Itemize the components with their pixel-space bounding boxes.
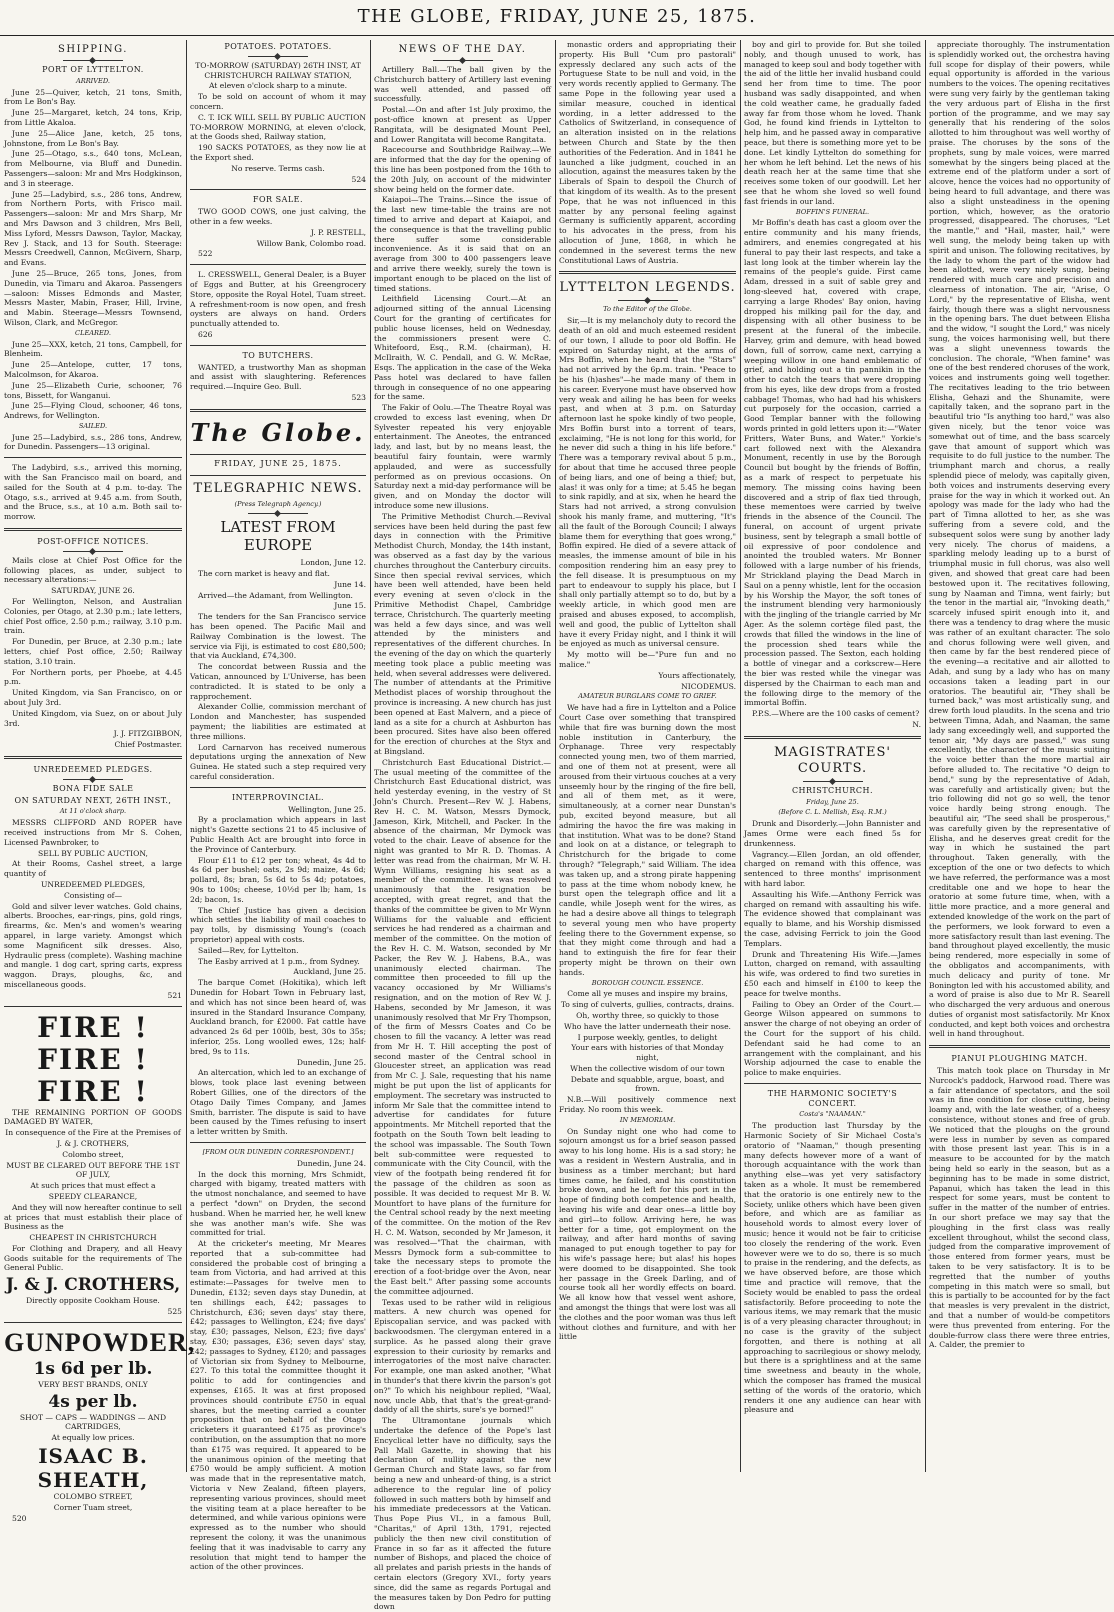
magistrates-heading: MAGISTRATES' COURTS. [774, 744, 891, 776]
ornament-divider [248, 513, 308, 514]
ornament-divider [433, 60, 493, 61]
verse-line: Oh, worthy three, so quickly to those [576, 1010, 719, 1020]
letter-salutation: To the Editor of the Globe. [603, 305, 692, 314]
masthead [0, 0, 1114, 36]
news-item: Artillery Ball.—The ball given by the Christchurch battery of Artillery last evening was well attended, and passed off successfully. [374, 65, 551, 104]
nota-bene: N.B.—Will positively commence next Friday. No room this week. [559, 1095, 736, 1115]
news-text: Sailed—Rev, for Lyttelton. [198, 945, 299, 955]
dateline: Dunedin, June 25. [296, 1057, 366, 1067]
column-rule [740, 40, 741, 1472]
column-4 [559, 40, 736, 1472]
ad-number: 521 [167, 990, 182, 1000]
court-before: (Before C. L. Mellish, Esq. R.M.) [778, 808, 887, 817]
arrival-entry: June 25—Alice Jane, ketch, 25 tons, Johnstone, from Le Bon's Bay. [4, 128, 182, 148]
harmonic-text: The production last Thursday by the Harmonic Society of Sir Michael Costa's oratorio of "Naaman," though presenting many defects however more of a want of thorough acquaintance with the work than anything else—was yet very satisfactory taken as a whole. It must be remembered that the oratorio is one entirely new to the Society, unlike others which have been given before, and which are as familiar as household words to almost every lover of music; hence it would not be fair to criticise too closely the rendering of the work. Even however were we to do so, there is so much to praise in the rendering, and the defects, as we have observed before, are those which time and practice will remove, that the Society would be enabled to pass the ordeal satisfactorily. Before proceeding to note the various items, we may remark that the music is of a very pleasing character throughout; in no case is the gravity of the subject forgotten, and there is nothing at all approaching to sacrilegious or showy melody, but there is a sprightliness and at the same time sweetness and beauty in the whole, which the composer has framed the musical setting of the words of the oratorio, which renders it one any audience can hear with pleasure and [744, 1121, 921, 1415]
court-case: Failing to Obey an Order of the Court.—George Wilson appeared on summons to answer the charge of not obeying an order of the Court for the support of his child. Defendant said he had come to an arrangement with the complainant, and his Worship adjourned the case to enable the police to make enquiries. [744, 999, 921, 1078]
news-item: The Fakir of Oolu.—The Theatre Royal was crowded to excess last evening, when Dr Sylvester repeated his very enjoyable entertainment. The Aneotes, the entranced lady, and last, but by no means least, the beautiful fairy fountain, were warmly applauded, and were as successfully performed as on previous occasions. On Saturday next a mid-day performance will be given, and on Monday the doctor will introduce some new illusions. [374, 403, 551, 511]
memoriam-text: On Sunday night one who had come to sojourn amongst us for a brief season passed away to his long home. His is a sad story; he was a resident in Western Australia, and in business as a timber merchant; but hard times came, he failed, and his constitution broke down, and he left for this port in the hope of finding both competence and health, leaving his wife and dear ones—a little boy and girl—to follow. Arriving here, he was better for a time, got employment on the railway, and after hard months of saving managed to put enough together to pay for his wife's passage here; but alas! his hopes were doomed to be disappointed. She took her passage in the Greek Darling, and of course took all her wordly effects on board. We all know how that vessel went ashore, and amongst the things that were lost was all the clothes and the poor woman was thus left without clothes and furniture, and with her little [559, 1126, 736, 1342]
borough-heading: BOROUGH COUNCIL ESSENCE. [591, 978, 704, 987]
dateline: June 14. [334, 579, 366, 589]
potatoes-text: C. T. ICK WILL SELL BY PUBLIC AUCTION TO-MORROW MORNING, at eleven o'clock, at the Goods shed, Railway station, [190, 112, 366, 142]
dateline: London, June 12. [300, 558, 366, 568]
news-item: Christchurch East Educational District.—The usual meeting of the committee of the Christchurch East Educational district, was held yesterday evening, in the vestry of St John's Church. Present—Rev W. J. Habens, Rev H. C. M. Watson, Messrs Dymock, Jameson, Kirk, Mitchell, and Packer. In the absence of the chairman, Mr Dymock was voted to the chair. Leave of absence for the night was granted to Mr R. D. Thomas. A letter was read from the chairman, Mr W. H. Wynn Williams, resigning his seat as a member of the committee. It was resolved unanimously that the resignation be accepted, with great regret, and that the thanks of the committee be given to Mr Wynn Williams for the valuable and efficient services he had rendered as a chairman and member of the committee. On the motion of the Rev H. C. M. Watson, seconded by Mr Packer, the Rev W. J. Habens, B.A., was unanimously elected chairman. The committee then proceeded to fill up the vacancy occasioned by Mr Williams's resignation, and on the motion of Rev W. J. Habens, seconded by Mr Jameson, it was unanimously resolved that Mr Fry Thompson, of the firm of Messrs Coates and Co be chosen to fill the vacancy. A letter was read from Mr H. T. Hill accepting the post of second master of the Central school in Gloucester street, an application was read from Mr C. J. Sale, requesting that his name might be put upon the list of applicants for employment. The secretary was instructed to inform Mr Sale that the committee intend to advertise for candidates for future appointments. Mr Mitchell reported that the footpath on the South Town belt leading to the school was impassable. The South Town belt sub-committee were requested to communicate with the City Council, with the view of the footpath being rendered fit for the passage of the children as soon as possible. It was decided to request Mr B. W. Mountfort to have plans of the furniture for the Central school ready by the next meeting of the committee. On the motion of the Rev H. C. M. Watson, seconded by Mr Jameson, it was resolved—"That the chairman, with Messrs Dymock form a sub-committee to take the necessary steps to promote the erection of a foot-bridge over the Avon, near the East belt." After passing some accounts the committee adjourned. [374, 757, 551, 1296]
verse-line: Come all ye muses and inspire my brains, [567, 989, 728, 999]
burglars-heading: AMATEUR BURGLARS COME TO GRIEF. [578, 692, 717, 701]
news-item: The Primitive Methodist Church.—Revival services have been held during the past few days in connection with the Primitive Methodist Church, Monday, the 14th instant, was observed as a fast day by the various churches throughout the Canterbury circuits. Since then special revival services, which have been well attended, have been held every evening at seven o'clock in the Primitive Methodist Chapel, Cambridge terrace, Christchurch. The quarterly meeting was held a few days since, and was well attended by the ministers and representatives of the different churches. In the evening of the day on which the quarterly meeting took place a public meeting was held, when several addresses were delivered. The number of attendants at the Primitive Methodist places of worship throughout the province is increasing. A new church has just been opened at East Malvern, and a piece of land as a site for a church at Ashburton has been procured. Sites have also been offered for the erection of churches at the Styx and at Bingsland. [374, 511, 551, 756]
for-sale-heading: FOR SALE. [252, 195, 304, 205]
column-6 [929, 40, 1110, 1472]
cresswell-ad: L. CRESSWELL, General Dealer, is a Buyer of Eggs and Butter, at his Greengrocery Store, opposite the Royal Hotel, Tuam street. A refreshment-room is now open, and fresh oysters are always on hand. Orders punctually attended to. [190, 270, 366, 329]
funeral-text: Mr Boffin's death has cast a gloom over the entire community and his many friends, admirers, and enemies congregated at his funeral to pay their last respects, and take a last long look at the timber wherein lay the remains of the people's guide. First came Adam, dressed in a suit of sable grey and long-sleeved hat, covered with crape, carrying a large Rhodes' Bay onion, having dropped his milking pail for the day, and dispensing with all other business to be present at the funeral of the imbecile. Harvey, grim and demure, with head bowed down, full of sorrow, came next, carrying a weeping willow in one hand emblematic of grief, and holding out a tin pannikin in the other to catch the tears that were dropping from his eyes, like dew drops from a frosted cabbage! Thomas, who had had his whiskers cut purposely for the occasion, carried a Good Templar banner with the following words printed in gold letters upon it:—"Water Fritters, Water Buns, and Water." Yorkie's cart followed next with the Alexandra Monument, recently in use by the Borough Council but bought by the friends of Boffin, as a mark of respect to perpetuate his memory. The missing coins having been discovered and a strip of flax tied through, these mementoes were carried by twelve friends in the absence of the Council. The funeral, on account of urgent private business, sent by telegraph a small bottle of oil expressive of poor condolence and anointed the troubled waters. Mr Bonner followed with a large number of his friends, Mr Strickland playing the Dead March in Saul on a penny whistle, lent for the occasion by his Worship the Mayor, the soft tones of the instrument blending very harmoniously with the jingling of the triangle carried by Mr Ager. As the solemn cortège filed past, the crowds that filled the windows in the line of the procession shed tears while the procession passed. The Sexton, each holding a bottle of vinegar and a corkscrew—Here the bier was rested while the vinegar was dispersed by the Chairman to each man and the following dirge to the memory of the immortal Boffin. [744, 218, 921, 708]
harmonic-heading: THE HARMONIC SOCIETY'S CONCERT. [767, 1088, 898, 1108]
gunpowder-shot: SHOT — CAPS — WADDINGS — AND CARTRIDGES, [19, 1412, 167, 1432]
post-office-text: United Kingdom, via San Francisco, on or about July 3rd. [4, 688, 182, 708]
post-office-heading: POST-OFFICE NOTICES. [37, 537, 149, 547]
post-office-text: Mails close at Chief Post Office for the following places, as under, subject to necessary alterations:— [4, 555, 182, 585]
funeral-postscript: P.P.S.—Where are the 100 casks of cement? [752, 709, 920, 719]
fire-speedy: SPEEDY CLEARANCE, [48, 1191, 138, 1201]
butchers-text: WANTED, a trustworthy Man as shopman and assist with slaughtering. References required.—Inquire Geo. Bull. [190, 362, 366, 392]
news-text: The corn market is heavy and flat. [198, 569, 330, 579]
letter-text: Sir,—It is my melancholy duty to record the death of an old and much esteemed resident of our town, I allude to poor old Boffin. He expired on Saturday night, at the arms of Mrs Boffin, when he heard that the "Stars" had not arrived by the 6p.m. train. "Peace to be his (h)ashes"—he made many of them in his career. Everyone must have observed how very weak and ailing he has been for weeks past, and when at 3 p.m. on Saturday afternoon last he spoke kindly of two people, Mrs Boffin burst into a torrent of tears, exclaiming, "He is not long for this world, for he never did such a thing in his life before." There was a temporary revival about 5 p.m., for about that time he accused three people of being liars, and one of being a thief; but, alas! it was only for a time; at 5.45 he began to sink rapidly, and at six, when he heard the Stars had not arrived, a strong convulsion shook his manly frame, and muttering, "It's all the fault of the Borough Council; I always blame them for everything that goes wrong," Boffin expired. He died of a severe attack of measles, the immense amount of bile in his composition rendering him an easy prey to the fell disease. It is presumptuous on my part to endeavour to supply his place, but I shall only partially attempt so to do, but by a weekly article, in which good men are praised and abuses exposed, to accomplish, well and good, the public of Lyttelton shall have it every Friday night, and I think it will be enjoyed as much as universal censure. [559, 316, 736, 649]
divider [4, 457, 182, 458]
arrival-entry: June 25—Margaret, ketch, 24 tons, Krip, from Little Akaloa. [4, 108, 182, 127]
globe-masthead: The Globe. [190, 417, 366, 447]
sailing-entry: June 25—Ladybird, s.s., 286 tons, Andrew, for Dunedin. Passengers—13 original. [4, 432, 182, 452]
harmonic-continued: appreciate thoroughly. The instrumentation is splendidly worked out, the orchestra having full scope for display of their powers, while equal opportunity is afforded in the various numbers to the voices. The opening recitatives were sung very fairly by the gentleman taking the very arduous part of Elisha in the first portion of the programme, and we may say generally that his rendering of the solos allotted to him throughout was well worthy of praise. The choruses by the sons of the prophets, sung by male voices, were marred somewhat by the singers being placed at the extreme end of the platform under a sort of alcove, hence the voices had no opportunity of being heard to full advantage, and there was also a slight unsteadiness in the opening portion, which, however, as the oratorio progressed, disappeared. The choruses, "Let the mantle," and "Hail, master, hail," were well sung, the melody being taken up with spirit and unison. The following recitatives, by the lady to whom the part of the widow had been allotted, were very nicely sung, being rendered with much care and precision and clearness of intonation. The air, "Arise, O Lord," by the representative of Elisha, went fairly, though there was a slight nervousness in the opening bars. The duet between Elisha and the widow, "I sought the Lord," was nicely sung, the voices harmonising well, but there was a slight unevenness towards the conclusion. The chorale, "When famine" was one of the best rendered choruses of the work, voices and instruments going well together. The recitatives leading to the trio between Elisha, Gehazi and the Shunamite, were capitally taken, and the soprano part in the beautiful trio "Is anything too hard," was also given nicely, but the tenor voice was somewhat out of time, and the bass scarcely gave that amount of support which was requisite to do full justice to the number. The triumphant march and chorus, a really splendid piece of melody, was capitally given, both voices and instruments deserving every praise for the way in which it worked out. An apology was made for the lady who had the part of Timna allotted to her, as she was suffering from a severe cold, and the subsequent solos were sung by another lady very nicely. The chorus of maidens, a sparkling melody leading up to a burst of triumphal music in full chorus, was also well given, and showed that great care had been bestowed upon it. The recitatives following, sung by Naaman and Timna, went fairly; but the tenor in the martial air, "Invoking death," scarcely infused spirit enough into it, and there was a tendency to drag where the music was rather of an exultant character. The solo and chorus following were well given, and then came by far the best rendered piece of the evening—a recitative and air allotted to Adah, and sung by a lady who has on many occasions taken a leading part in our oratorios. The beautiful air, "They shall be turned back," was most artistically sung, and drew forth loud plaudits. In the scena and trio between Timna, Adah, and Naaman, the same lady sang exceedingly well, and supported the tenor air, "My days are passed," was sung excellently, the character of the music suiting the voice better than the more martial air before alluded to. The recitative "O deign to bend," sung by the representative of Adah, was carefully and artistically given; but the trio following did not go so well, the tenor voice hardly being strong enough. The beautiful air, "The seed shall be prosperous," was carefully given by the representative of Elisha, and he deserves great credit for the way in which he sustained the part throughout. Taken generally, with the exception of the one or two defects to which we have referred, the performance was a most creditable one and we hope to hear the oratorio at some future time, when, with a little more practice, and a more general and extended knowledge of the work on the part of the performers, we look forward to even a more satisfactory result than last evening. The band throughout played excellently, the music being rendered, more especially in some of the obbligatos and accompaniments, with much delicacy and purity of tone. Mr Bonington led with his accustomed ability, and a word of praise is also due to Mr R. Searell who discharged the very arduous and onerous duties of organist most satisfactorily. Mr Knox conducted, and kept both voices and orchestra well in hand throughout. [929, 40, 1110, 1039]
fire-text: THE REMAINING PORTION OF GOODS DAMAGED BY WATER, [4, 1107, 182, 1127]
dateline: June 15. [334, 601, 366, 611]
ad-number: 523 [351, 392, 366, 402]
news-text: Arrived—the Adamant, from Wellington. [198, 590, 353, 600]
divider [190, 1142, 366, 1143]
sale-time: At 11 o'clock sharp. [59, 807, 127, 816]
pledges-consisting: Consisting of— [63, 890, 123, 900]
ad-number: 520 [12, 1513, 27, 1523]
news-text: The concordat between Russia and the Vatican, announced by L'Universe, has been contradicted. It is stated to be only a rapprochement. [190, 662, 366, 701]
pledges-auction: SELL BY PUBLIC AUCTION, [38, 848, 148, 858]
column-5 [744, 40, 921, 1472]
news-item-continued: monastic orders and appropriating their property. His Bull "Cum pro pastorali" expressly declared any such acts of the Portuguese State to be null and void, in the very words recently applied to Germany. The same Pope in the following year used a similar measure, couched in identical wording, in a letter addressed to the Catholics of Switzerland, in consequence of an alteration insisted on in the relations between Church and State by the then authorities of the Federation. And in 1841 he launched a like judgment, couched in an allocution, against the measures taken by the Liberals of Spain to despoil the Church of that kingdom of its wealth. As to the present Pope, that he was not influenced in this matter by any personal feeling against Germany is sufficiently apparent, according to his advocates in the press, from his allocution of June, 1868, in which he condemned in the severest terms the new Constitutional Laws of Austria. [559, 40, 736, 265]
divider [190, 189, 366, 190]
ornament-divider [803, 781, 863, 782]
news-item: Texas used to be rather wild in religious matters. A new church was opened for Episcopalian service, and was packed with backwoodsmen. The clergyman entered in a surplice. As he passed along their grave expression to their curiosity by remarks and interrogatories of the most naïve character. For example, one man asked another, "What in thunder's that there kivrin the parson's got on?" To which his neighbour replied, "Waal, now, uncle Abb, that that's the great-grand-daddy of all the shirts, sure's ye borned!" [374, 1297, 551, 1415]
fire-prices: At such prices that must effect a [30, 1181, 156, 1191]
ploughing-text: This match took place on Thursday in Mr Nurcock's paddock, Harwood road. There was a fair attendance of spectators, and the soil was in fine condition for close cutting, being loamy and, with the late weather, of a cheesy consistence, without stones and free of grub. We noticed that the ploughs on the ground were less in number by seven as compared with those present last year. This is in a measure to be accounted for by the match being held so early in the season, but as a beginning has to be made in some district, Papanui, which has taken the lead in this respect for some years, must be content to suffer in the matter of the number of entries. In our short preface we may say that the ploughing in the first class was really excellent throughout, whilst the second class, judged from the comparative improvement of those entered from former years, must be taken to be very satisfactory. It is to be regretted that the number of youths competing in this match were so small, but this is partially to be accounted for by the fact that measles is very prevalent in the district, and that a number of would-be competitors were thus prevented from entering. For the double-furrow class there were three entries, A. Calder, the premier to [929, 1066, 1110, 1350]
potatoes-reserve: No reserve. Terms cash. [231, 163, 325, 173]
ad-number: 524 [351, 174, 366, 184]
column-rule [370, 40, 371, 1472]
divider [190, 475, 366, 476]
newspaper-title: THE GLOBE, FRIDAY, JUNE 25, 1875. [357, 6, 757, 27]
post-office-text: United Kingdom, via Suez, on or about July 3rd. [4, 708, 182, 728]
shipping-heading: SHIPPING. [58, 44, 128, 55]
harmonic-subheading: Costa's "NAAMAN." [799, 1110, 866, 1119]
telegraph-agency: (Press Telegraph Agency.) [234, 499, 322, 508]
news-of-day-heading: NEWS OF THE DAY. [398, 44, 527, 55]
news-text: By a proclamation which appears in last night's Gazette sections 21 to 45 inclusive of Public Health Act are brought into force in the Province of Canterbury. [190, 815, 366, 854]
letter-signoff: Yours affectionately, [658, 670, 736, 680]
news-item: Kaiapoi—The Trains.—Since the issue of the last new time-table the trains are not timed to arrive and depart at Kaiapoi, and the consequence is that the travelling public there suffer some considerable inconvenience. As it is said that on an average from 300 to 400 passengers leave and arrive there weekly, surely the town is important enough to be placed on the list of timed stations. [374, 195, 551, 293]
sheath-name: ISAAC B. SHEATH, [37, 1444, 149, 1493]
fire-street: Colombo street, [62, 1149, 124, 1159]
memoriam-continued: boy and girl to provide for. But she toiled nobly, and though unused to work, has managed to keep soul and body together with the aid of the little her invalid husband could send her from time to time. The poor husband was sadly disappointed, and when the cold weather came, he gradually faded away far from those whom he loved. Thank God, he found kind friends in Lyttelton to help him, and he passed away in comparative peace, but there is something more yet to be done. Let kindly Lyttelton do something for her whom he left behind. Let the news of his death reach her at the same time that she receives some token of our goodwill. Let her see that he whom she loved so well found fast friends in our land. [744, 40, 921, 206]
news-text: At the cricketer's meeting, Mr Meares reported that a sub-committee had considered the probable cost of bringing a team from Victoria, and had arrived at this estimate:—Passages for twelve men to Dunedin, £132; seven days stay Dunedin, at ten shillings each, £42; passages to Christchurch, £36; seven days' stay there, £42; passages to Wellington, £24; five days' stay, £30; passages, Nelson, £23; five days' stay, £30; passages, £36; seven days' stay, £42; passages to Sydney, £120; and passages of Victorian six from Sydney to Melbourne, £27. To this total the committee thought it politic to add for contingencies and expenses, £165. It was at first proposed provinces should contribute £750 in equal shares, but the meeting carried a counter proposition that on behalf of the Otago cricketers it guaranteed £175 as province's contribution, on the assumption that no more than £175 was required. It appeared to be the unanimous opinion of the meeting that £750 would be amply sufficient. A motion was made that in the representative match, Victoria v New Zealand, fifteen players, representing various provinces, should meet the visiting team at a place hereafter to be determined, and while various opinions were expressed as to the number who should represent the colony, it was the unanimous feeling that it was inadvisable to carry any resolution that might tend to hamper the action of the other provinces. [190, 1239, 366, 1572]
ad-number: 525 [167, 1307, 182, 1317]
post-office-text: For Wellington, Nelson, and Australian Colonies, per Otago, at 2.30 p.m.; late letters, chief Post office, 2.50 p.m.; railway, 3.10 p.m. train. [4, 597, 182, 636]
gunpowder-price-2: 4s per lb. [48, 1391, 138, 1412]
dateline: Dunedin, June 24. [296, 1158, 366, 1168]
ploughing-heading: PIANUI PLOUGHING MATCH. [951, 1054, 1088, 1064]
ornament-divider [63, 779, 123, 780]
pledges-rooms: At their Rooms, Cashel street, a large quantity of [4, 859, 182, 879]
gunpowder-headline: GUNPOWDER, [4, 1327, 196, 1357]
pledges-text: MESSRS CLIFFORD AND ROPER have received instructions from Mr S. Cohen, Licensed Pawnbroker, to [4, 818, 182, 847]
news-item: The Ultramontane journals which undertake the defence of the Pope's last Encyclical letter have no difficulty, says the Pall Mall Gazette, in showing that his declaration of nullity against the new German Church and State laws, so far from being a new and unheard-of thing, is a strict adherence to the regular line of policy followed in such matters both by himself and his immediate predecessors at the Vatican. Thus Pope Pius VI., in a famous Bull, "Charitas," of April 13th, 1791, rejected publicly the then new civil constitution of France in so far as it affected the future number of Bishops, and placed the choice of all prelates and parish priests in the hands of certain electors (Gregory XVI., forty years since, did the same as regards Portugal and the measures taken by Don Pedro for putting down [374, 1416, 551, 1612]
post-office-date: SATURDAY, JUNE 26. [51, 586, 135, 596]
gunpowder-low: At equally low prices. [51, 1433, 135, 1443]
pledges-items: Gold and silver lever watches. Gold chains, alberts. Brooches, ear-rings, pins, gold rings, firearms, &c. Men's and women's wearing apparel, in large variety. Amongst which some Magnificent silk dresses. Also, Hydraulic press (complete). Washing machine and mangle. 1 dog cart, spring carts, express waggon. Drays, ploughs, &c, and miscellaneous goods. [4, 901, 182, 989]
sale-date: ON SATURDAY NEXT, 26TH INST., [14, 795, 172, 805]
news-text: An altercation, which led to an exchange of blows, took place last evening between Robert Gillies, one of the directors of the Otago Daily Times Company, and James Smith, barrister. The dispute is said to have been caused by the Times refusing to insert a letter written by Smith. [190, 1068, 366, 1137]
arrival-entry: June 25—Quiver, ketch, 21 tons, Smith, from Le Bon's Bay. [4, 87, 182, 107]
latest-from-europe: LATEST FROM EUROPE [220, 518, 336, 555]
arrived-label: ARRIVED. [75, 76, 111, 85]
sailed-label: SAILED. [78, 421, 108, 430]
ornament-divider [63, 551, 123, 552]
port-heading: PORT OF LYTTELTON. [42, 65, 144, 74]
shipping-note: The Ladybird, s.s., arrived this morning, with the San Francisco mail on board, and sailed for the South at 4 p.m. to-day. The Otago, s.s., arrived at 9.45 a.m. from South, and the Bruce, s.s., at 10 a.m. Both sail to-morrow. [4, 463, 182, 522]
clearance-entry: June 25—Elizabeth Curie, schooner, 76 tons, Bissett, for Wanganui. [4, 380, 182, 400]
fire-headline: FIRE ! FIRE ! [37, 1010, 149, 1076]
court-place: CHRISTCHURCH. [791, 785, 874, 795]
memoriam-heading: IN MEMORIAM. [619, 1115, 676, 1124]
gunpowder-brands: VERY BEST BRANDS, ONLY [38, 1379, 148, 1389]
divider [4, 756, 182, 759]
post-office-text: For Northern ports, per Phoebe, at 4.45 p.m. [4, 667, 182, 687]
divider [190, 264, 366, 265]
for-sale-address: Willow Bank, Colombo road. [256, 238, 366, 248]
verse-line: Debate and squabble, argue, boast, and frown. [570, 1074, 725, 1094]
clearance-entry: June 25—XXX, ketch, 21 tons, Campbell, for Blenheim. [4, 339, 182, 359]
fire-text: And they will now hereafter continue to sell at prices that must establish their place of Business as the [4, 1202, 182, 1232]
arrival-entry: June 25—Ladybird, s.s., 286 tons, Andrew, from Northern Ports, with Frisco mail. Passengers—saloon: Mr and Mrs Sharp, Mr and Mrs Dawson and 3 children, Mrs Bell, Miss Lyford, Messrs Dawson, Taylor, Mackay, Rev J. Stack, and 13 for South. Steerage: Messrs Creedwell, Cannon, McGivern, Sharp, and Evans. [4, 189, 182, 268]
news-text: Flour £11 to £12 per ton; wheat, 4s 4d to 4s 6d per bushel; oats, 2s 9d; maize, 4s 6d; pollard, 8s; bran, 5s 6d to 5s 4d; potatoes, 90s to 100s; cheese, 10½d per lb; ham, 1s 2d; bacon, 1s. [190, 855, 366, 904]
column-3 [374, 40, 551, 1612]
fire-text: For Clothing and Drapery, and all Heavy Goods suitable for the requirements of The General Public. [4, 1243, 182, 1273]
potatoes-sold: To be sold on account of whom it may concern. [190, 92, 366, 111]
crothers-address: Directly opposite Cookham House. [26, 1296, 160, 1306]
arrival-entry: June 25—Otago, s.s., 640 tons, McLean, from Melbourne, via Bluff and Dunedin. Passengers—saloon: Mr and Mrs Hodgkinson, and 3 in steerage. [4, 149, 182, 188]
ornament-divider [63, 60, 123, 61]
news-text: Alexander Collie, commission merchant of London and Manchester, has suspended payment; the liabilities are estimated at three millions. [190, 702, 366, 741]
fire-firm: J. & J. CROTHERS, [57, 1138, 129, 1148]
legends-heading: LYTTELTON LEGENDS. [559, 280, 736, 296]
news-text: Lord Carnarvon has received numerous deputations urging the annexation of New Guinea. He stated such a step required very careful consideration. [190, 742, 366, 782]
divider [559, 271, 736, 274]
pledges-unredeemed: UNREDEEMED PLEDGES, [40, 879, 146, 889]
butchers-heading: TO BUTCHERS. [242, 350, 314, 360]
letter-signature: NICODEMUS. [681, 681, 736, 691]
potatoes-heading: POTATOES. POTATOES. [224, 42, 332, 51]
ad-number: 522 [198, 249, 213, 259]
news-item: Leithfield Licensing Court.—At an adjourned sitting of the annual Licensing Court for the granting of certificates for public house licenses, held on Wednesday, the commissioners present were C. Whitefoord, Esq., R.M. (chairman), H. McIlraith, W. C. Pendall, and G. W. McRae, Esqs. The application in the case of the Weka Pass hotel was declared to have fallen through in consequence of no one appearing for the same. [374, 294, 551, 402]
arrival-entry: June 25—Bruce, 265 tons, Jones, from Dunedin, via Timaru and Akaroa. Passengers—saloon: Misses Edmonds and Master, Messrs Master, Mabin, Fraser, Hill, Irvine, and Mabin. Steerage—Messrs Townsend, Wilson, Clark, and McGregor. [4, 268, 182, 327]
court-case: Drunk and Threatening His Wife.—James Lutton, charged on remand, with assaulting his wife, was ordered to find two sureties in £50 each and himself in £100 to keep the peace for twelve months. [744, 949, 921, 998]
verse-line: Who have the latter underneath their nose. [564, 1021, 731, 1031]
dateline: Wellington, June 25. [288, 804, 366, 814]
postmaster-signature: J. J. FITZGIBBON, [113, 729, 182, 739]
column-1 [4, 40, 196, 1523]
divider [929, 1045, 1110, 1048]
potatoes-date: TO-MORROW (SATURDAY) 26TH INST, AT CHRISTCHURCH RAILWAY STATION, [195, 60, 361, 80]
verse-line: To sing of culverts, gullies, contracts, drains. [560, 1000, 735, 1010]
verse-line: I purpose weekly, gentles, to delight [577, 1032, 718, 1042]
for-sale-text: TWO GOOD COWS, one just calving, the other in a few weeks. [190, 207, 366, 226]
potatoes-time: At eleven o'clock sharp to a minute. [208, 81, 348, 91]
crothers-name: J. & J. CROTHERS, [5, 1275, 181, 1296]
news-text: The Easby arrived at 1 p.m., from Sydney. [198, 956, 360, 966]
column-rule [186, 40, 187, 1472]
divider [4, 1322, 182, 1323]
verse-line: When the collective wisdom of our town [570, 1063, 725, 1073]
court-date: Friday, June 25. [806, 797, 859, 806]
divider [190, 787, 366, 788]
gunpowder-price: 1s 6d per lb. [33, 1358, 153, 1379]
court-case: Drunk and Disorderly.—John Bannister and James Orme were each fined 5s for drunkenness. [744, 819, 921, 848]
column-2 [190, 40, 366, 1572]
pledges-heading: UNREDEEMED PLEDGES. [33, 765, 153, 774]
bona-fide-heading: BONA FIDE SALE [52, 783, 134, 793]
fire-clear: MUST BE CLEARED OUT BEFORE THE 1ST OF JULY, [6, 1160, 180, 1180]
for-sale-signature: J. P. RESTELL, [310, 227, 366, 237]
interprovincial-heading: INTERPROVINCIAL. [231, 792, 325, 802]
fire-headline: FIRE ! [37, 1074, 149, 1108]
telegraphic-heading: TELEGRAPHIC NEWS. [193, 480, 363, 496]
divider [744, 736, 921, 739]
clearance-entry: June 25—Flying Cloud, schooner, 46 tons, Andrews, for Wellington. [4, 401, 182, 421]
news-text: The Chief Justice has given a decision which settles the liability of mail coaches to pay tolls, by dismissing Young's (coach proprietor) appeal with costs. [190, 905, 366, 944]
column-rule [555, 40, 556, 1472]
verse-line: Your ears with histories of that Monday night, [571, 1043, 724, 1063]
postmaster-title: Chief Postmaster. [114, 740, 182, 750]
letter-text: My motto will be—"Pure fun and no malice." [559, 650, 736, 670]
fire-text: In consequence of the Fire at the Premises of [5, 1128, 181, 1138]
fire-cheapest: CHEAPEST IN CHRISTCHURCH [29, 1233, 157, 1243]
ornament-divider [248, 56, 308, 57]
column-rule [925, 40, 926, 1472]
news-text: The tenders for the San Francisco service has been opened. The Pacific Mail and Railway Combination is the lowest. The service via Fiji, is estimated to cost £80,500; that via Auckland, £74,300. [190, 612, 366, 661]
divider [190, 454, 366, 455]
court-case: Assaulting his Wife.—Anthony Ferrick was charged on remand with assaulting his wife. The evidence showed that complainant was equally to blame, and his Worship dismissed the case, advising Ferrick to join the Good Templars. [744, 889, 921, 948]
divider [4, 1006, 182, 1007]
funeral-heading: BOFFIN'S FUNERAL. [795, 207, 870, 216]
news-item: Postal.—On and after 1st July proximo, the post-office known at present as Upper Rangitata, will be designated Mount Peel, and Lower Rangitata will become Rangitata. [374, 105, 551, 144]
divider [190, 345, 366, 346]
sheath-address: COLOMBO STREET, [53, 1492, 133, 1502]
news-text: In the dock this morning, Mrs Schmidt, charged with bigamy, treated matters with the utmost nonchalance, and seemed to have a perfect "down" on Dryden, the second husband. When he married her, he well knew she was another man's wife. She was committed for trial. [190, 1169, 366, 1238]
divider [744, 1083, 921, 1084]
news-item: Racecourse and Southbridge Railway.—We are informed that the day for the opening of this line has been postponed from the 16th to the 20th July, on account of the midwinter show being held on the former date. [374, 145, 551, 194]
divider [4, 528, 182, 531]
funeral-signature: N. [912, 719, 921, 729]
cleared-label: CLEARED. [75, 328, 111, 337]
ornament-divider [618, 300, 678, 301]
divider [190, 409, 366, 412]
dateline: Auckland, June 25. [293, 967, 366, 977]
sheath-corner: Corner Tuam street, [53, 1502, 133, 1512]
post-office-text: For Dunedin, per Bruce, at 2.30 p.m.; late letters, chief Post office, 2.50; Railway station, 3.10 train. [4, 637, 182, 666]
potatoes-sacks: 190 SACKS POTATOES, as they now lie at the Export shed. [190, 143, 366, 162]
clearance-entry: June 25—Antelope, cutter, 17 tons, Malcolmson, for Akaroa. [4, 360, 182, 379]
court-case: Vagrancy.—Ellen Jordan, an old offender, charged on remand with this offence, was sentenced to three months' imprisonment with hard labor. [744, 849, 921, 888]
correspondent-heading: [FROM OUR DUNEDIN CORRESPONDENT.] [202, 1147, 354, 1156]
globe-date: FRIDAY, JUNE 25, 1875. [214, 458, 342, 469]
ad-number: 626 [198, 329, 213, 339]
news-text: The barque Comet (Hokitika), which left Dunedin for Hobart Town in February last, and which has not since been heard of, was insured in the Standard Insurance Company, Auckland branch, for £2000. Fat cattle have advanced 2s 6d per 100lb, best, 30s to 35s; inferior, 25s. Long woolled ewes, 12s; half-bred, 9s to 11s. [190, 978, 366, 1056]
burglars-text: We have had a fire in Lyttelton and a Police Court Case over something that transpired while that fire was burning down the most noble institution in Canterbury, the Orphanage. Three very respectably connected young men, two of them married, and one of them not at present, were all aroused from their virtuous couches at a very unseemly hour by the ringing of the fire bell, and all of them met, as it were, simultaneously, at a corner near Dunstan's pub, excited beyond measure, but all admiring the havoc the fire was making in that institution. What was to be done? Stand and look on at a distance, or telegraph to Christchurch for the brigade to come through? "Telegraph," said William. The idea was taken up, and a strong pirate happening to pass at the time whom nobody knew, he burst open the telegraph office and lit a candle, while Joseph went for the wires, as he had a desire above all things to telegraph to several young men who have property feeling there to the Government expense, so that they might come through and had a hand to extinguish the fire for fear their property might be thrown on their own hands. [559, 703, 736, 977]
